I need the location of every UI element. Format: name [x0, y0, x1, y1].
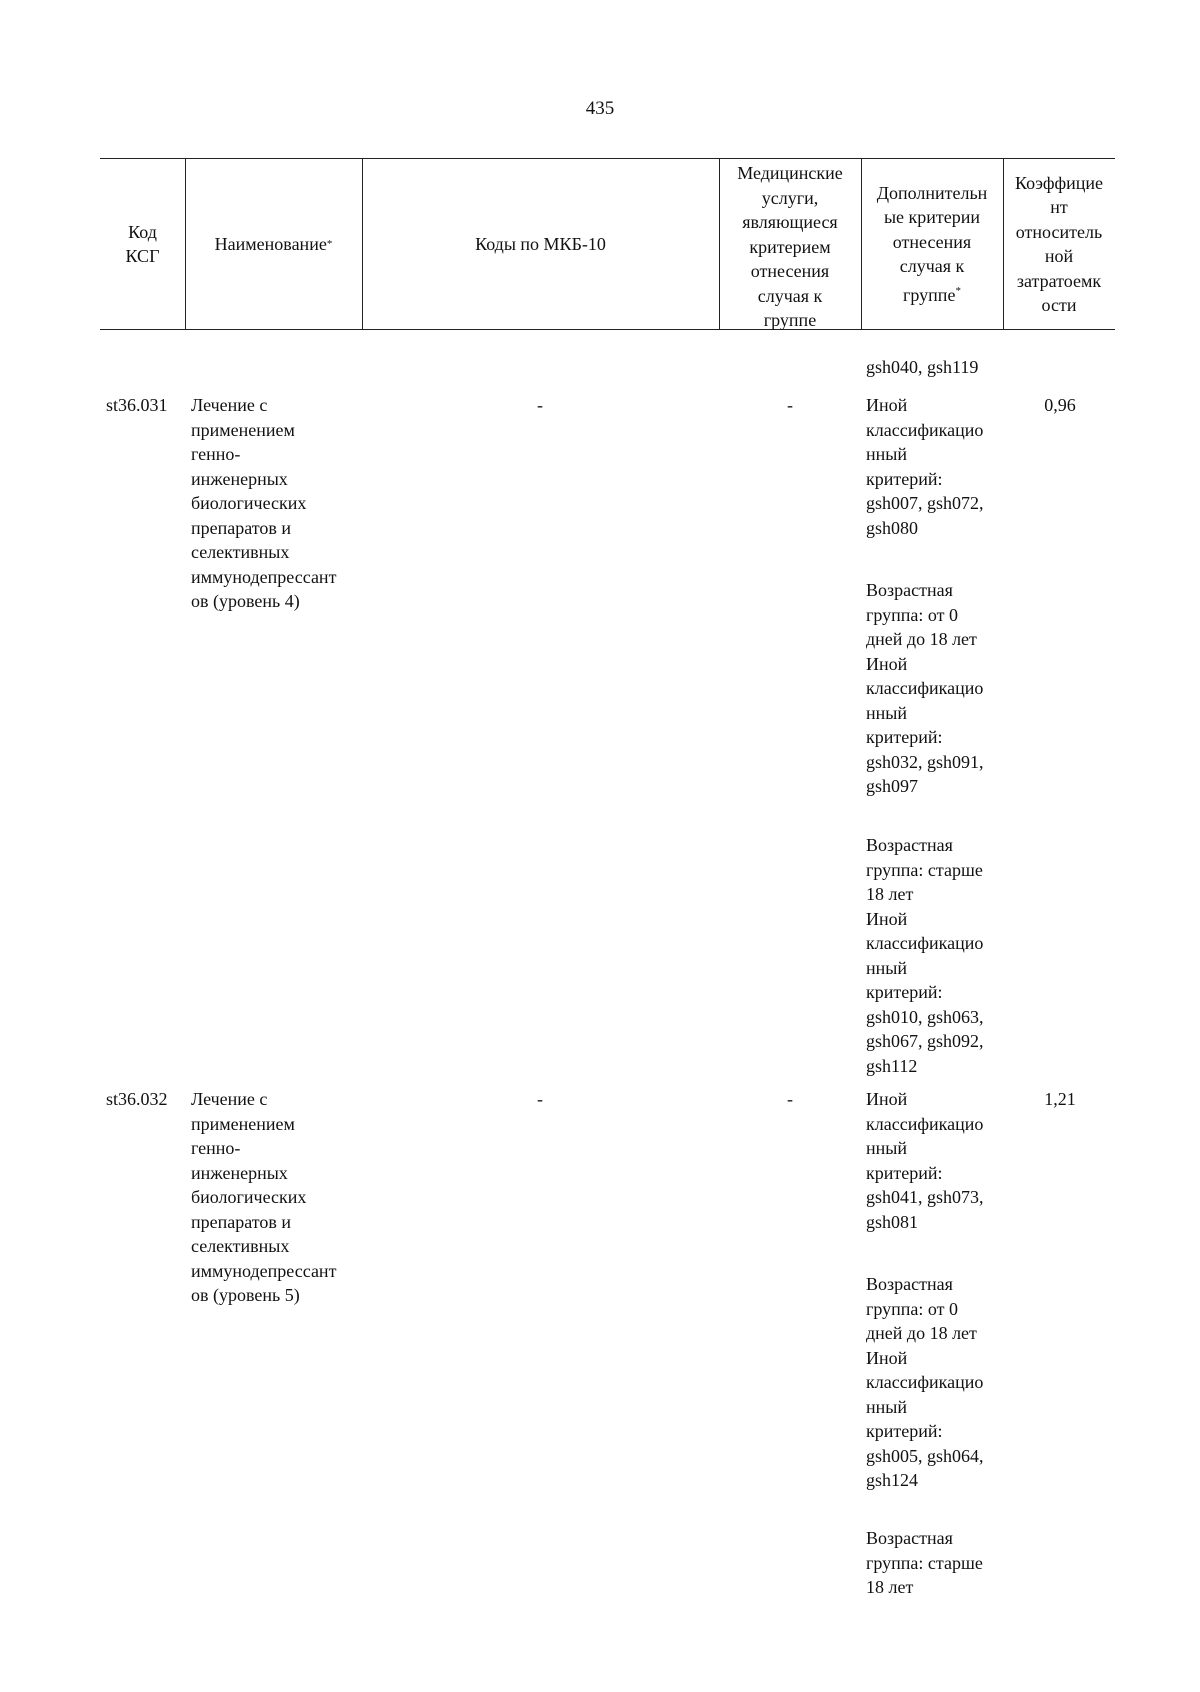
- row-icd: -: [537, 1089, 543, 1109]
- row-criteria: Иной классификацио нный критерий: gsh007, gsh072, gsh080: [866, 395, 984, 538]
- header-name-label: Наименование: [214, 233, 327, 254]
- row-coefficient: 1,21: [1044, 1089, 1076, 1109]
- footnote-mark: *: [955, 284, 961, 297]
- footnote-mark: *: [326, 237, 333, 250]
- continued-criteria: gsh040, gsh119: [866, 357, 979, 377]
- row-criteria: Возрастная группа: от 0 дней до 18 лет Иной классификацио нный критерий: gsh005, gsh064, gsh124: [866, 1274, 984, 1490]
- header-criteria: [861, 159, 1003, 329]
- header-icd: Коды по МКБ-10: [475, 233, 606, 254]
- header-criteria-label: Дополнительн ые критерии отнесения случая к группе*: [876, 182, 988, 305]
- header-coefficient: Коэффицие нт относитель ной затратоемк ости: [1014, 172, 1104, 315]
- row-code: st36.032: [106, 1089, 168, 1109]
- row-services: -: [787, 1089, 793, 1109]
- row-services: -: [787, 395, 793, 415]
- header-services: Медицинские услуги, являющиеся критерием отнесения случая к группе: [737, 163, 843, 330]
- header-code: Код КСГ: [125, 221, 160, 266]
- row-code: st36.031: [106, 395, 168, 415]
- header-name: [185, 159, 362, 329]
- table-header: [100, 158, 1115, 330]
- row-criteria: Возрастная группа: старше 18 лет Иной классификацио нный критерий: gsh010, gsh063, gsh067, gsh092, gsh112: [866, 835, 984, 1076]
- row-name: Лечение с применением генно- инженерных биологических препаратов и селективных иммунодепрессант ов (уровень 4): [191, 395, 337, 611]
- row-criteria: Возрастная группа: от 0 дней до 18 лет Иной классификацио нный критерий: gsh032, gsh091, gsh097: [866, 580, 984, 796]
- row-icd: -: [537, 395, 543, 415]
- row-coefficient: 0,96: [1044, 395, 1076, 415]
- page-number: 435: [585, 98, 615, 119]
- row-name: Лечение с применением генно- инженерных биологических препаратов и селективных иммунодепрессант ов (уровень 5): [191, 1089, 337, 1305]
- row-criteria: Возрастная группа: старше 18 лет: [866, 1528, 983, 1597]
- row-criteria: Иной классификацио нный критерий: gsh041, gsh073, gsh081: [866, 1089, 984, 1232]
